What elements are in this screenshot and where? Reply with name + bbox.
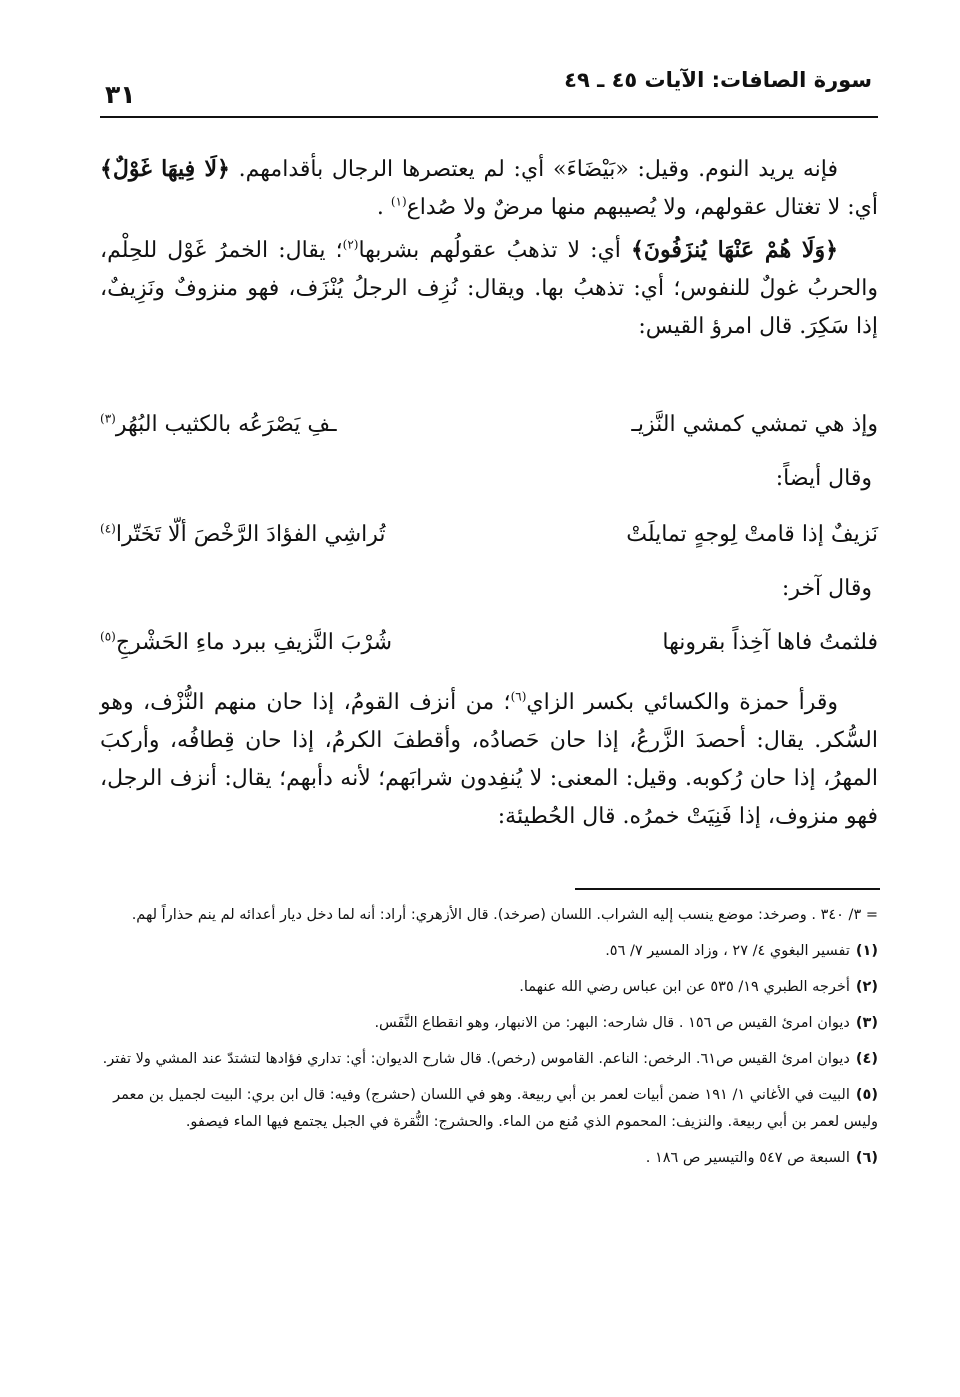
p2-text-a: أي: لا تذهبُ عقولُهم بشربها	[358, 238, 631, 263]
quran-quote-2: ﴿وَلَا هُمْ عَنْهَا يُنزَفُونَ﴾	[631, 237, 838, 263]
verse-1-second-hemistich	[100, 412, 337, 437]
footnote-2-text: أخرجه الطبري ١٩/ ٥٣٥ عن ابن عباس رضي الله عنهما.	[519, 979, 850, 995]
p1-text-a: فإنه يريد النوم. وقيل: «بَيْضَاءَ» أي: لم يعتصرها الرجال بأقدامهم.	[229, 157, 838, 182]
verse-1-first-hemistich: وإذ هي تمشي كمشي النَّزيـ	[631, 412, 878, 437]
footnote-ref-2: (٢)	[342, 237, 359, 252]
main-text-top	[100, 150, 878, 346]
footnote-5-text: البيت في الأغاني ١/ ١٩١ ضمن أبيات لعمر بن أبي ربيعة. وهو في اللسان (حشرج) وفيه: قال ابن بري: البيت لجميل بن معمر وليس لعمر بن أبي ربيعة. والنزيف: المحموم الذي مُنع من الماء. والحشرج: النُّقرة في الجبل يجتمع فيها الماء فيصفو.	[113, 1087, 878, 1130]
footnote-3	[100, 1010, 878, 1037]
footnote-ref-5: (٥)	[100, 629, 116, 644]
footnote-2	[100, 974, 878, 1001]
paragraph-2	[100, 231, 878, 346]
running-title: سورة الصافات: الآيات ٤٥ ـ ٤٩	[564, 68, 872, 92]
p2-text-b: ؛ يقال: الخمرُ غَوْل للحِلْم، والحربُ غولٌ للنفوس؛ أي: تذهبُ بها. ويقال: نُزِف الرجلُ يُنْزَف، فهو منزوفٌ ونَزِيفٌ، إذا سَكِرَ. قال امرؤ القيس:	[100, 238, 878, 339]
footnote-1-number: (١)	[855, 943, 878, 959]
verse-3-first-hemistich: فلثمتُ فاها آخِذاً بقرونها	[662, 630, 878, 655]
footnote-ref-6: (٦)	[510, 689, 527, 704]
quran-quote-1: ﴿لَا فِيهَا غَوْلٌ﴾	[100, 156, 230, 182]
paragraph-1	[100, 150, 878, 227]
footnote-3-text: ديوان امرئ القيس ص ١٥٦ . قال شارحه: البهر: من الانبهار، وهو انقطاع النَّفَس.	[374, 1015, 850, 1031]
footnote-1	[100, 938, 878, 965]
footnote-ref-1: (١)	[390, 194, 407, 209]
verse-2-second-hemistich	[100, 522, 386, 547]
footnote-6	[100, 1145, 878, 1172]
footnote-6-text: السبعة ص ٥٤٧ والتيسير ص ١٨٦ .	[645, 1150, 850, 1166]
verse-intro-2: وقال أيضاً:	[775, 466, 872, 491]
p1-end: .	[376, 195, 391, 220]
footnote-4	[100, 1046, 878, 1073]
verse-3-second-hemistich	[100, 630, 392, 655]
header-rule	[100, 116, 878, 118]
verse-3-second-text: شُرْبَ النَّزيفِ ببرد ماءِ الحَشْرجِ	[115, 630, 393, 655]
verse-2-second-text: تُراشِي الفؤادَ الرَّخْصَ ألّا تَخَتّرا	[115, 522, 386, 547]
poem-verse-3	[100, 630, 878, 674]
footnote-ref-3: (٣)	[100, 411, 116, 426]
footnote-2-number: (٢)	[855, 979, 878, 995]
page-number: ٣١	[105, 80, 136, 109]
main-text-bottom	[100, 684, 878, 836]
p3-text-b: ؛ من أنزف القومُ، إذا حان منهم النُّزْف، وهو السُّكر. يقال: أحصدَ الزَّرعُ، إذا حان حَصادُه، وأقطفَ الكرمُ، إذا حان قِطافُه، وأركبَ المهرُ، إذا حان رُكوبه. وقيل: المعنى: لا يُنفِدون شرابَهم؛ لأنه دأبهم؛ يقال: أنزف الرجل، فهو منزوف، إذا فَنِيَتْ خمرُه. قال الحُطيئة:	[100, 690, 878, 829]
footnote-5	[100, 1082, 878, 1136]
p3-text-a: وقرأ حمزة والكسائي بكسر الزاي	[526, 690, 838, 715]
footnote-ref-4: (٤)	[100, 521, 116, 536]
footnote-5-number: (٥)	[855, 1087, 878, 1103]
verse-2-first-hemistich: نَزيفٌ إذا قامتْ لِوجهٍ تمايلَتْ	[626, 522, 878, 547]
poem-verse-1	[100, 412, 878, 456]
p1-text-b: أي: لا تغتال عقولهم، ولا يُصيبهم منها مرضٌ ولا صُداع	[406, 195, 878, 220]
footnote-continuation: = ٣/ ٣٤٠ . وصرخد: موضع ينسب إليه الشراب. اللسان (صرخد). قال الأزهري: أراد: أنه لما دخل ديار أعدائه لم ينم حذاراً لهم.	[131, 907, 878, 923]
footnotes	[100, 902, 878, 1181]
footnote-4-number: (٤)	[855, 1051, 878, 1067]
footnote-4-text: ديوان امرئ القيس ص٦١. الرخص: الناعم. القاموس (رخص). قال شارح الديوان: أي: تداري فؤادها لتشتدّ عند المشي ولا تفتر.	[102, 1051, 850, 1067]
verse-1-second-text: ـفِ يَصْرَعُه بالكثيب البُهُر	[115, 412, 337, 437]
footnote-3-number: (٣)	[855, 1015, 878, 1031]
footnote-1-text: تفسير البغوي ٤/ ٢٧ ، وزاد المسير ٧/ ٥٦.	[605, 943, 850, 959]
verse-intro-3: وقال آخر:	[781, 576, 872, 601]
footnote-rule	[575, 888, 880, 890]
footnote-6-number: (٦)	[855, 1150, 878, 1166]
paragraph-3	[100, 684, 878, 836]
poem-verse-2	[100, 522, 878, 566]
